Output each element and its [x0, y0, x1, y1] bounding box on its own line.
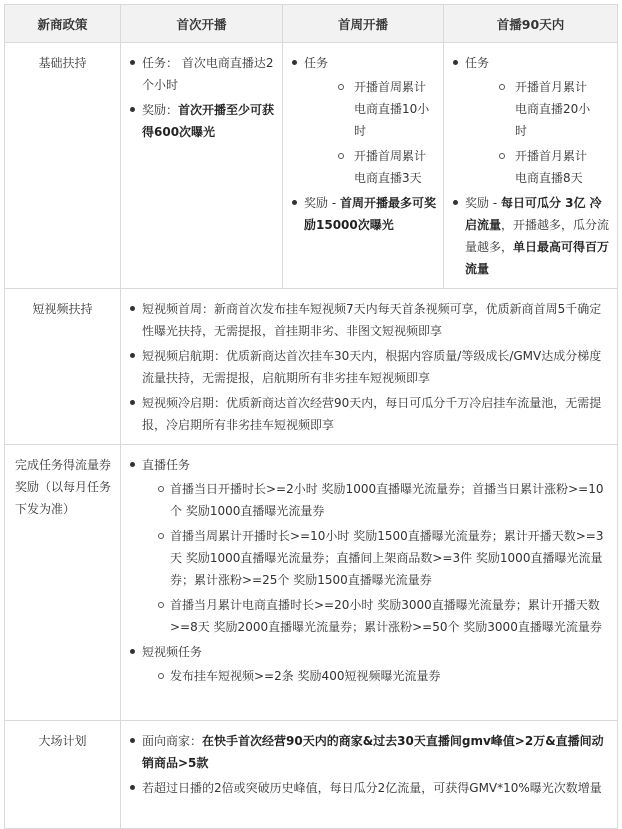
list-item: 发布挂车短视频>=2条 奖励400短视频曝光流量券	[142, 665, 611, 687]
cell-video	[121, 289, 618, 445]
header-policy: 新商政策	[5, 5, 121, 43]
row-label-coupon: 完成任务得流量券奖励（以每月任务下发为准）	[5, 445, 121, 721]
list-item: 开播首周累计电商直播3天	[304, 145, 437, 189]
list-item: 若超过日播的2倍或突破历史峰值，每日瓜分2亿流量，可获得GMV*10%曝光次数增量	[129, 777, 611, 799]
list-item: 短视频启航期：优质新商达首次挂车30天内，根据内容质量/等级成长/GMV达成分梯度流量扶持，无需提报，启航期所有非劣挂车短视频即享	[129, 345, 611, 389]
list-item: 首播当日开播时长>=2小时 奖励1000直播曝光流量券；首播当日累计涨粉>=10个 奖励1000直播曝光流量券	[142, 478, 611, 522]
header-first-week: 首周开播	[283, 5, 444, 43]
list-item: 任务： 首次电商直播达2个小时	[129, 52, 276, 96]
table-row-plan	[5, 721, 618, 829]
list-item: 首播当周累计开播时长>=10小时 奖励1500直播曝光流量券；累计开播天数>=3天 奖励1000直播曝光流量券；直播间上架商品数>=3件 奖励1000直播曝光流量券；累计涨粉>=25个 奖励1500直播曝光流量券	[142, 525, 611, 591]
list-item: 奖励 - 每日可瓜分 3亿 冷启流量，开播越多，瓜分流量越多，单日最高可得百万流量	[452, 192, 611, 280]
policy-table	[4, 4, 618, 829]
list-item: 开播首周累计电商直播10小时	[304, 76, 437, 142]
list-item: 开播首月累计电商直播8天	[465, 145, 611, 189]
cell-plan	[121, 721, 618, 829]
list-item: 奖励：首次开播至少可获得600次曝光	[129, 99, 276, 143]
row-label-plan: 大场计划	[5, 721, 121, 829]
table-row-coupon	[5, 445, 618, 721]
list-item: 开播首月累计电商直播20小时	[465, 76, 611, 142]
table-row-video	[5, 289, 618, 445]
list-item: 面向商家：在快手首次经营90天内的商家&过去30天直播间gmv峰值>2万&直播间动销商品>5款	[129, 730, 611, 774]
row-label-basic: 基础扶持	[5, 43, 121, 289]
cell-basic-week	[283, 43, 444, 289]
list-item: 短视频任务 发布挂车短视频>=2条 奖励400短视频曝光流量券	[129, 641, 611, 687]
list-item: 任务 开播首周累计电商直播10小时 开播首周累计电商直播3天	[291, 52, 437, 189]
list-item: 短视频冷启期：优质新商达首次经营90天内，每日可瓜分千万冷启挂车流量池，无需提报，冷启期所有非劣挂车短视频即享	[129, 392, 611, 436]
table-header-row	[5, 5, 618, 43]
row-label-video: 短视频扶持	[5, 289, 121, 445]
cell-basic-90days	[444, 43, 618, 289]
list-item: 直播任务 首播当日开播时长>=2小时 奖励1000直播曝光流量券；首播当日累计涨粉>=10个 奖励1000直播曝光流量券 首播当周累计开播时长>=10小时 奖励1500直播曝光流量券；累计开播天数>=3天 奖励1000直播曝光流量券；直播间上架商品数>=3件 奖励1000直播曝光流量券；累计涨粉>=25个 奖励1500直播曝光流量券 首播当月累计电商直播时长>=20小时 奖励3000直播曝光流量券；累计开播天数>=8天 奖励2000直播曝光流量券；累计涨粉>=50个 奖励3000直播曝光流量券	[129, 454, 611, 638]
table-row-basic	[5, 43, 618, 289]
list-item: 短视频首周：新商首次发布挂车短视频7天内每天首条视频可享，优质新商首周5千确定性曝光扶持，无需提报，首挂期非劣、非图文短视频即享	[129, 298, 611, 342]
list-item: 奖励 - 首周开播最多可奖励15000次曝光	[291, 192, 437, 236]
list-item: 任务 开播首月累计电商直播20小时 开播首月累计电商直播8天	[452, 52, 611, 189]
header-first-90-days: 首播90天内	[444, 5, 618, 43]
cell-coupon	[121, 445, 618, 721]
list-item: 首播当月累计电商直播时长>=20小时 奖励3000直播曝光流量券；累计开播天数>=8天 奖励2000直播曝光流量券；累计涨粉>=50个 奖励3000直播曝光流量券	[142, 594, 611, 638]
cell-basic-first	[121, 43, 283, 289]
header-first-live: 首次开播	[121, 5, 283, 43]
